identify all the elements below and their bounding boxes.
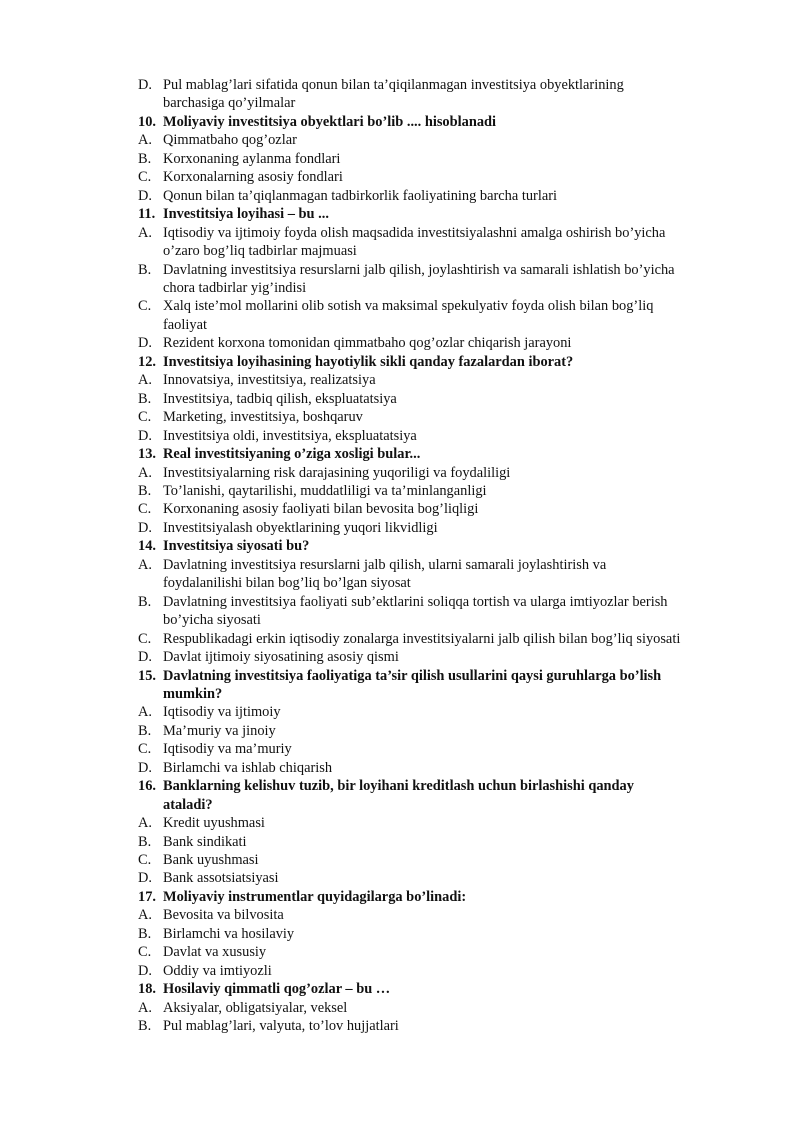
option-letter: A. [138, 372, 152, 389]
question-number: 13. [138, 446, 156, 463]
option-letter: D. [138, 427, 152, 444]
answer-option-row [138, 371, 744, 389]
answer-option-row [138, 150, 744, 168]
option-letter: B. [138, 833, 152, 850]
option-text [163, 740, 744, 758]
option-text [163, 851, 744, 869]
option-text-line: barchasiga qo’yilmalar [163, 95, 296, 112]
option-text-line: Investitsiyalash obyektlarining yuqori likvidligi [163, 519, 438, 536]
question-number: 17. [138, 888, 156, 905]
option-text-line: Aksiyalar, obligatsiyalar, veksel [163, 999, 348, 1016]
option-letter: A. [138, 556, 152, 573]
option-letter: A. [138, 224, 152, 241]
option-text-line: Iqtisodiy va ijtimoiy [163, 704, 281, 721]
option-letter: C. [138, 501, 152, 518]
option-text-line: Qimmatbaho qog’ozlar [163, 132, 297, 149]
answer-option-row [138, 999, 744, 1017]
answer-option-row [138, 833, 744, 851]
option-text [163, 925, 744, 943]
answer-option-row [138, 851, 744, 869]
question-row [138, 667, 744, 704]
answer-option-row [138, 869, 744, 887]
question-block [138, 777, 744, 888]
option-text-line: faoliyat [163, 316, 207, 333]
question-list [138, 76, 744, 1036]
answer-option-row [138, 648, 744, 666]
option-letter: D. [138, 519, 152, 536]
option-text [163, 593, 744, 630]
option-text-line: Pul mablag’lari sifatida qonun bilan ta’qiqilanmagan investitsiya obyektlarining [163, 77, 624, 93]
option-text-line: Investitsiya oldi, investitsiya, ekspluatatsiya [163, 427, 417, 444]
option-text [163, 427, 744, 445]
question-block [138, 445, 744, 537]
option-text [163, 833, 744, 851]
question-row [138, 888, 744, 906]
option-text-line: Respublikadagi erkin iqtisodiy zonalarga investitsiyalarni jalb qilish bilan bog’liq siyosati [163, 630, 681, 647]
option-text-line: o’zaro bog’liq tadbirlar majmuasi [163, 243, 357, 260]
option-letter: B. [138, 925, 152, 942]
answer-option-row [138, 76, 744, 113]
option-text [163, 648, 744, 666]
option-letter: A. [138, 907, 152, 924]
option-text [163, 630, 744, 648]
option-text-line: Davlatning investitsiya faoliyati sub’ektlarini soliqqa tortish va ularga imtiyozlar berish [163, 593, 668, 610]
question-number: 12. [138, 353, 156, 370]
option-text-line: bo’yicha siyosati [163, 612, 261, 629]
question-text [163, 113, 744, 131]
answer-option-row [138, 500, 744, 518]
option-text [163, 187, 744, 205]
option-letter: D. [138, 187, 152, 204]
option-letter: D. [138, 335, 152, 352]
option-text-line: Davlat va xususiy [163, 944, 267, 961]
option-letter: A. [138, 999, 152, 1016]
option-text [163, 408, 744, 426]
question-text-line: ataladi? [163, 796, 213, 813]
option-text [163, 519, 744, 537]
option-letter: B. [138, 593, 152, 610]
option-letter: D. [138, 759, 152, 776]
question-row [138, 777, 744, 814]
option-letter: A. [138, 704, 152, 721]
option-text-line: Bank uyushmasi [163, 852, 259, 869]
answer-option-row [138, 334, 744, 352]
option-text [163, 334, 744, 352]
question-row [138, 537, 744, 555]
option-letter: D. [138, 962, 152, 979]
option-text [163, 759, 744, 777]
question-row [138, 980, 744, 998]
answer-option-row [138, 297, 744, 334]
option-text [163, 869, 744, 887]
answer-option-row [138, 906, 744, 924]
question-text [163, 205, 744, 223]
answer-option-row [138, 759, 744, 777]
question-text-line: Banklarning kelishuv tuzib, bir loyihani kreditlash uchun birlashishi qanday [163, 778, 634, 795]
option-letter: B. [138, 261, 152, 278]
question-text [163, 888, 744, 906]
question-number: 18. [138, 981, 156, 998]
option-text [163, 76, 744, 113]
option-text-line: Kredit uyushmasi [163, 815, 265, 832]
option-text [163, 999, 744, 1017]
option-text-line: Ma’muriy va jinoiy [163, 722, 276, 739]
answer-option-row [138, 519, 744, 537]
option-text-line: Qonun bilan ta’qiqlanmagan tadbirkorlik faoliyatining barcha turlari [163, 187, 558, 204]
option-text [163, 224, 744, 261]
answer-option-row [138, 168, 744, 186]
answer-option-row [138, 962, 744, 980]
option-letter: B. [138, 150, 152, 167]
option-text-line: Investitsiya, tadbiq qilish, ekspluatatsiya [163, 390, 397, 407]
option-text-line: chora tadbirlar yig’indisi [163, 279, 307, 296]
question-block [138, 205, 744, 353]
option-letter: A. [138, 132, 152, 149]
option-text-line: Birlamchi va hosilaviy [163, 925, 295, 942]
option-text [163, 962, 744, 980]
question-row [138, 205, 744, 223]
answer-option-row [138, 814, 744, 832]
question-block [138, 888, 744, 980]
question-row [138, 113, 744, 131]
option-letter: B. [138, 482, 152, 499]
option-text-line: Marketing, investitsiya, boshqaruv [163, 409, 363, 426]
option-letter: C. [138, 298, 152, 315]
option-text [163, 297, 744, 334]
option-letter: B. [138, 1018, 152, 1035]
question-text-line: Moliyaviy instrumentlar quyidagilarga bo’linadi: [163, 888, 467, 905]
option-text [163, 371, 744, 389]
answer-option-row [138, 427, 744, 445]
answer-option-row [138, 556, 744, 593]
option-letter: C. [138, 169, 152, 186]
option-text [163, 943, 744, 961]
option-text-line: Davlatning investitsiya resurslarni jalb qilish, joylashtirish va samarali ishlatish bo’yicha [163, 261, 675, 278]
option-letter: C. [138, 852, 152, 869]
answer-option-row [138, 593, 744, 630]
option-text-line: Investitsiyalarning risk darajasining yuqoriligi va foydaliligi [163, 464, 511, 481]
answer-option-row [138, 224, 744, 261]
option-text [163, 150, 744, 168]
question-text [163, 353, 744, 371]
option-text [163, 1017, 744, 1035]
answer-option-row [138, 722, 744, 740]
question-text [163, 667, 744, 704]
option-letter: D. [138, 870, 152, 887]
question-text-line: Investitsiya loyihasining hayotiylik sikli qanday fazalardan iborat? [163, 353, 574, 370]
answer-option-row [138, 703, 744, 721]
question-text-line: Investitsiya loyihasi – bu ... [163, 206, 329, 223]
option-text-line: foydalanilishi bilan bog’liq bo’lgan siyosat [163, 575, 411, 592]
question-text-line: Hosilaviy qimmatli qog’ozlar – bu … [163, 981, 391, 998]
answer-option-row [138, 925, 744, 943]
option-text-line: Innovatsiya, investitsiya, realizatsiya [163, 372, 376, 389]
question-text [163, 537, 744, 555]
question-number: 16. [138, 778, 156, 795]
answer-option-row [138, 630, 744, 648]
option-letter: D. [138, 649, 152, 666]
option-text [163, 464, 744, 482]
option-text-line: Rezident korxona tomonidan qimmatbaho qog’ozlar chiqarish jarayoni [163, 335, 572, 352]
option-letter: D. [138, 77, 152, 93]
option-text-line: Bank sindikati [163, 833, 247, 850]
answer-option-row [138, 943, 744, 961]
option-text-line: Korxonaning aylanma fondlari [163, 150, 341, 167]
option-letter: C. [138, 944, 152, 961]
question-number: 10. [138, 113, 156, 130]
answer-option-row [138, 187, 744, 205]
option-letter: C. [138, 630, 152, 647]
option-text [163, 261, 744, 298]
question-number: 15. [138, 667, 156, 684]
option-text-line: Xalq iste’mol mollarini olib sotish va maksimal spekulyativ foyda olish bilan bog’liq [163, 298, 654, 315]
question-block [138, 113, 744, 205]
option-text-line: To’lanishi, qaytarilishi, muddatliligi va ta’minlanganligi [163, 482, 487, 499]
option-text-line: Iqtisodiy va ma’muriy [163, 741, 292, 758]
option-text-line: Birlamchi va ishlab chiqarish [163, 759, 333, 776]
option-text-line: Davlatning investitsiya resurslarni jalb qilish, ularni samarali joylashtirish va [163, 556, 607, 573]
question-number: 14. [138, 538, 156, 555]
question-block [138, 353, 744, 445]
question-text-line: Investitsiya siyosati bu? [163, 538, 310, 555]
question-text [163, 980, 744, 998]
answer-option-row [138, 408, 744, 426]
option-letter: B. [138, 390, 152, 407]
option-text-line: Pul mablag’lari, valyuta, to’lov hujjatlari [163, 1018, 399, 1035]
option-text [163, 482, 744, 500]
question-block [138, 537, 744, 666]
question-text-line: mumkin? [163, 685, 223, 702]
option-text-line: Iqtisodiy va ijtimoiy foyda olish maqsadida investitsiyalashni amalga oshirish bo’yicha [163, 224, 666, 241]
option-text-line: Davlat ijtimoiy siyosatining asosiy qismi [163, 649, 399, 666]
question-row [138, 353, 744, 371]
question-block [138, 980, 744, 1035]
question-text-line: Real investitsiyaning o’ziga xosligi bular... [163, 446, 421, 463]
option-text [163, 703, 744, 721]
option-letter: A. [138, 464, 152, 481]
option-text [163, 556, 744, 593]
option-text-line: Korxonalarning asosiy fondlari [163, 169, 343, 186]
option-letter: C. [138, 409, 152, 426]
answer-option-row [138, 261, 744, 298]
answer-option-row [138, 740, 744, 758]
question-text-line: Davlatning investitsiya faoliyatiga ta’sir qilish usullarini qaysi guruhlarga bo’lish [163, 667, 662, 684]
option-text [163, 814, 744, 832]
option-text [163, 906, 744, 924]
answer-option-row [138, 482, 744, 500]
question-block [138, 667, 744, 778]
option-letter: A. [138, 815, 152, 832]
option-text [163, 500, 744, 518]
answer-option-row [138, 1017, 744, 1035]
question-row [138, 445, 744, 463]
option-text-line: Korxonaning asosiy faoliyati bilan bevosita bog’liqligi [163, 501, 479, 518]
option-letter: C. [138, 741, 152, 758]
option-text [163, 168, 744, 186]
answer-option-row [138, 390, 744, 408]
option-text [163, 131, 744, 149]
question-text [163, 777, 744, 814]
option-text [163, 390, 744, 408]
answer-option-row [138, 131, 744, 149]
question-text-line: Moliyaviy investitsiya obyektlari bo’lib .... hisoblanadi [163, 113, 497, 130]
option-letter: B. [138, 722, 152, 739]
question-number: 11. [138, 206, 156, 223]
option-text-line: Bank assotsiatsiyasi [163, 870, 279, 887]
option-text [163, 722, 744, 740]
option-text-line: Bevosita va bilvosita [163, 907, 284, 924]
answer-option-row [138, 464, 744, 482]
question-text [163, 445, 744, 463]
option-text-line: Oddiy va imtiyozli [163, 962, 272, 979]
